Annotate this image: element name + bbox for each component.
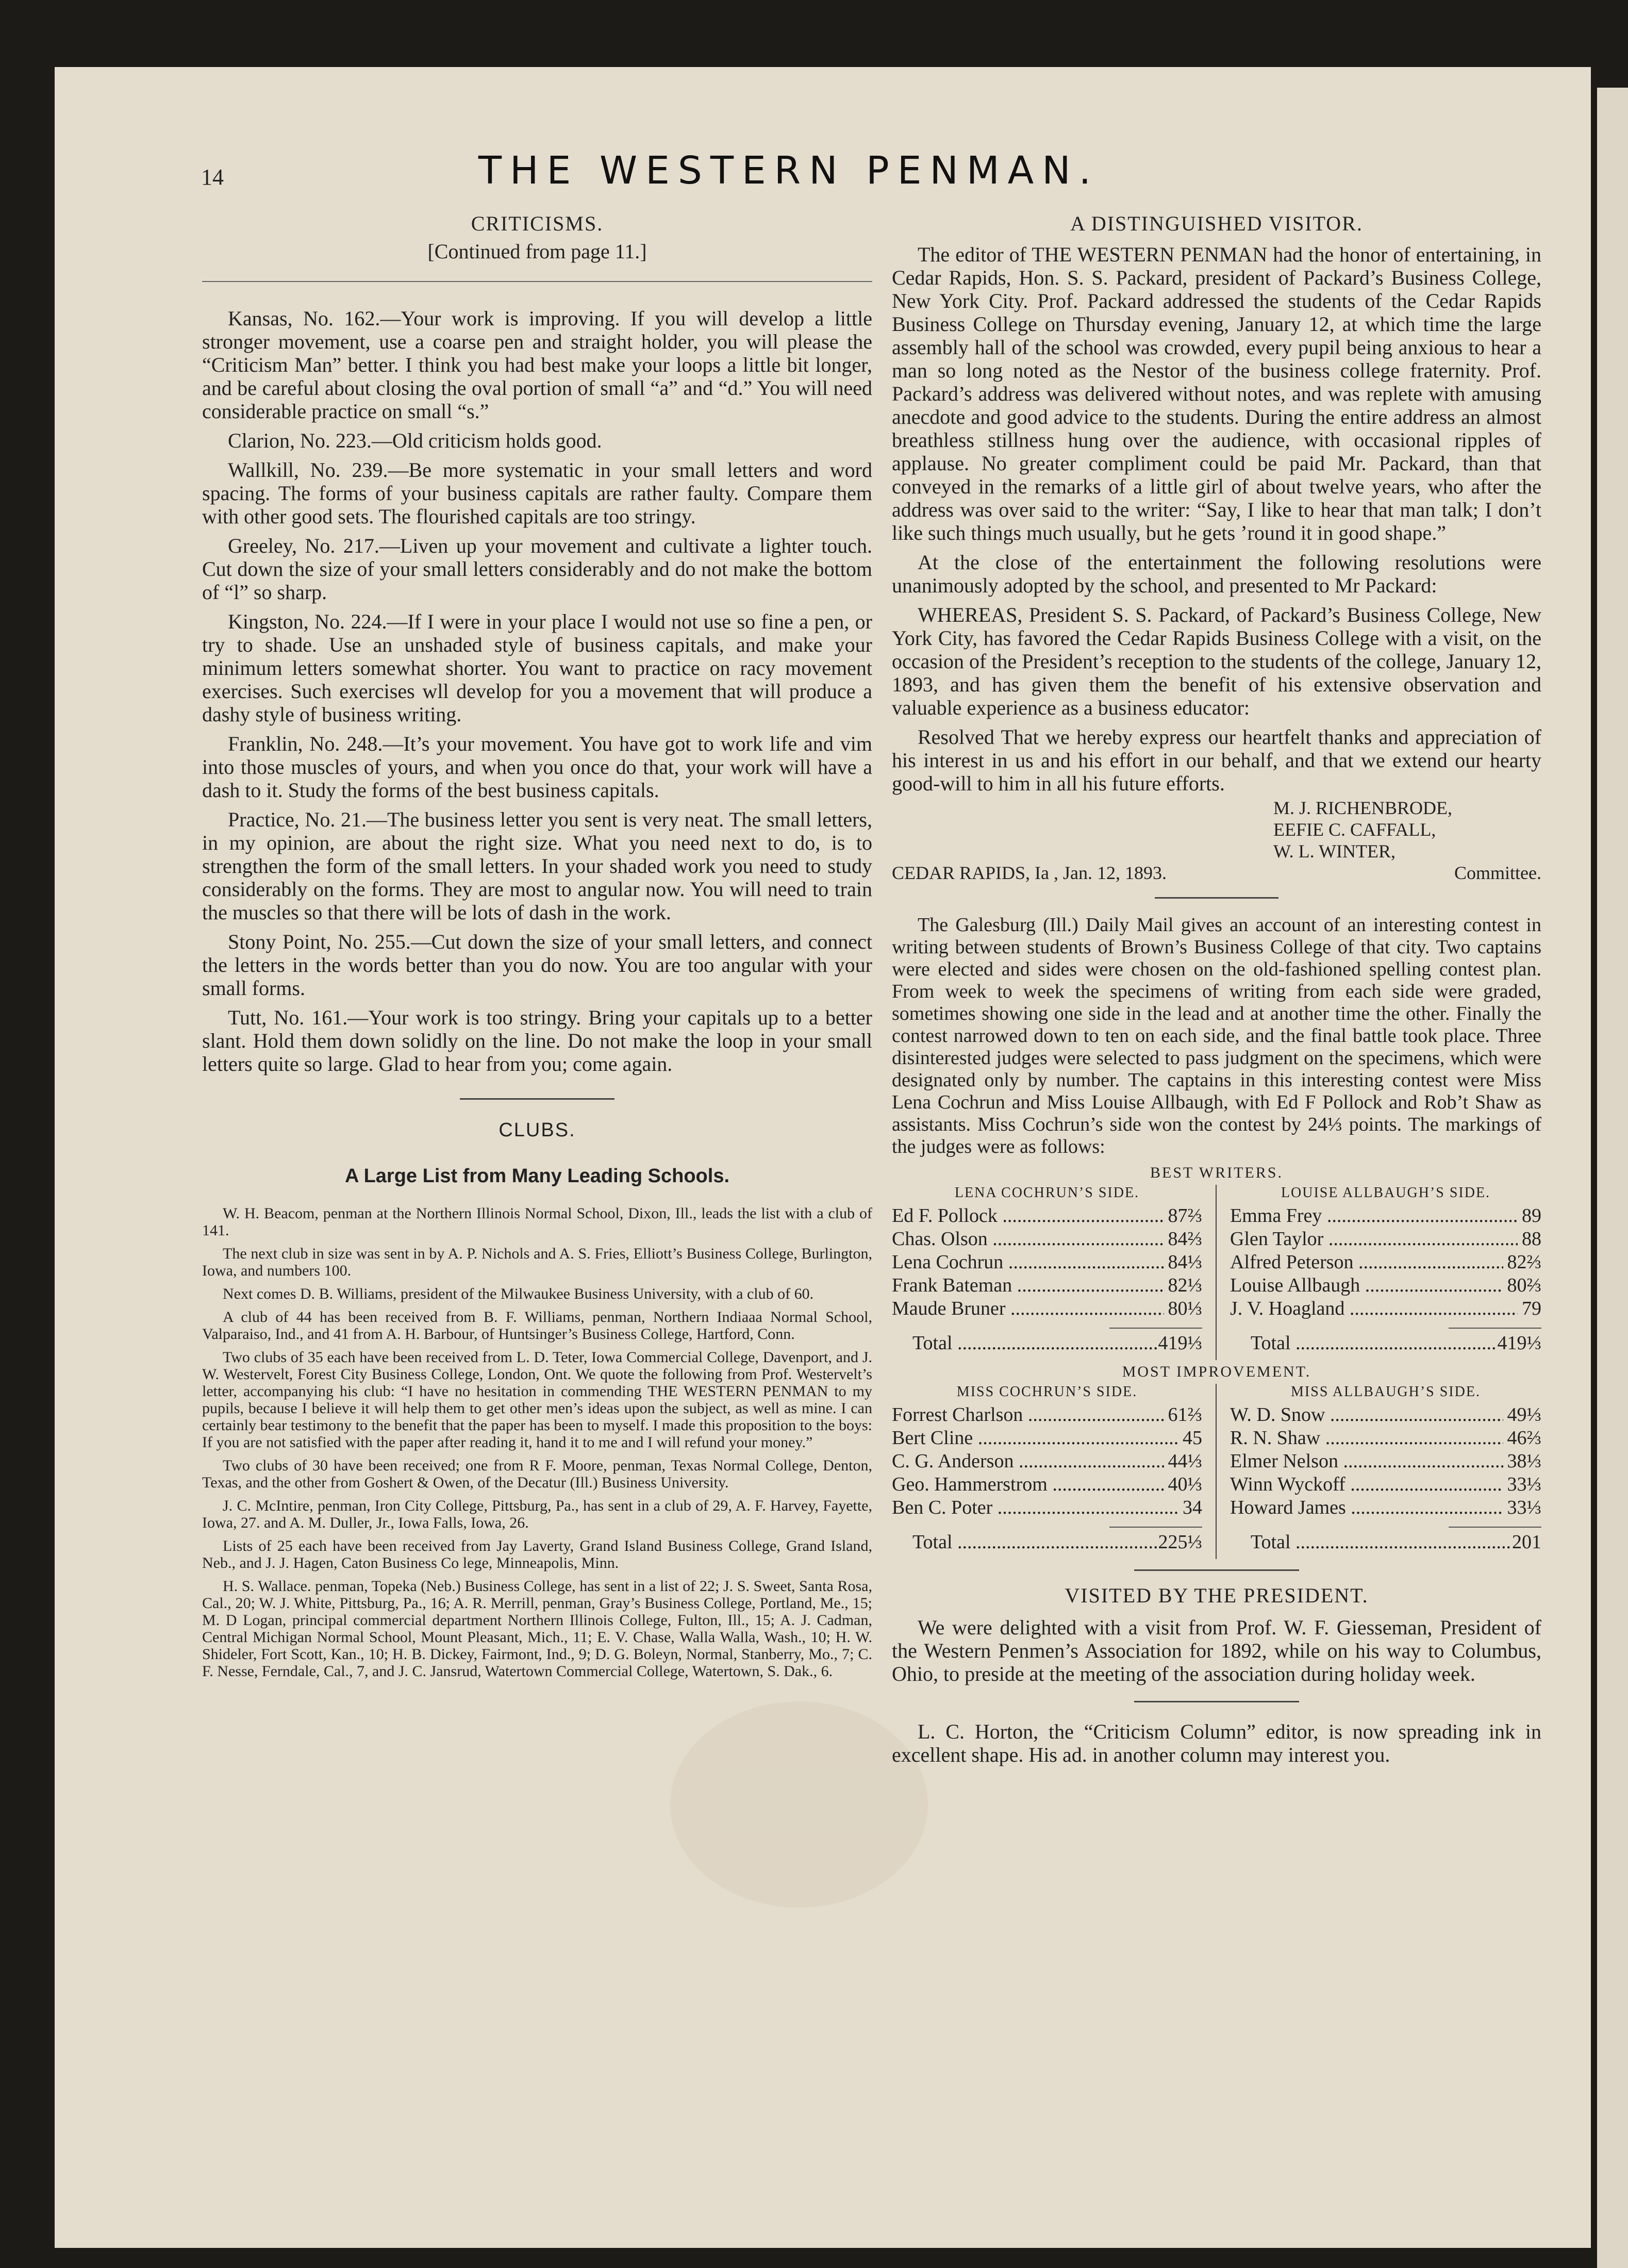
best-writers-table [892,1185,1541,1360]
score-row [892,1297,1202,1320]
total-row [892,1332,1202,1355]
signer-name: W. L. WINTER, [1273,841,1396,862]
side-heading: MISS ALLBAUGH’S SIDE. [1291,1384,1481,1400]
contestant-score: 87⅔ [1168,1205,1202,1227]
paper-stain [670,1701,928,1908]
contestant-score: 33⅓ [1507,1474,1541,1495]
criticisms-title: CRITICISMS. [471,212,604,235]
contestant-name: Glen Taylor ..... [1230,1228,1518,1251]
criticism-paragraph: Greeley, No. 217.—Liven up your movement and cultivate a lighter touch. Cut down the size of your small letters considerably and do not make the bottom of “l” so sharp. [202,534,872,604]
contestant-name: Bert Cline ..... [892,1427,1178,1450]
total-value: 419⅓ [1158,1332,1202,1354]
president-paragraph: We were delighted with a visit from Prof. W. F. Giesseman, President of the Western Penmen’s Association for 1892, while on his way to Columbus, Ohio, to preside at the meeting of the association during holiday week. [892,1616,1541,1685]
club-paragraph: H. S. Wallace. penman, Topeka (Neb.) Business College, has sent in a list of 22; J. S. Sweet, Santa Rosa, Cal., 20; W. J. White, Pittsburg, Pa., 16; A. R. Merrill, penman, Gray’s Business College, Portland, Me., 15; M. D Logan, principal commercial department Northern Illinois College, Fulton, Ill., 15; A. J. Cadman, Central Michigan Normal School, Mount Pleasant, Mich., 11; E. V. Chase, Walla Walla, Wash., 10; H. W. Shideler, Fort Scott, Kan., 10; H. B. Dickey, Fairmont, Ind., 9; D. G. Boleyn, Normal, Stanberry, Mo., 7; C. F. Nesse, Ferndale, Cal., 7, and J. C. Jansrud, Watertown Commercial College, Watertown, S. Dak., 6. [202,1578,872,1680]
score-row [892,1274,1202,1297]
club-paragraph: The next club in size was sent in by A. P. Nichols and A. S. Fries, Elliott’s Business College, Burlington, Iowa, and numbers 100. [202,1245,872,1279]
signer-name: M. J. RICHENBRODE, [1273,798,1453,818]
contestant-score: 49⅓ [1507,1404,1541,1426]
clubs-title: CLUBS. [499,1119,576,1141]
total-rule [1109,1328,1202,1329]
score-row [892,1251,1202,1274]
contestant-name: Frank Bateman ..... [892,1274,1164,1297]
contestant-score: 34 [1183,1497,1202,1518]
contestant-score: 33⅓ [1507,1497,1541,1518]
score-row [892,1403,1202,1427]
criticism-paragraph: Kansas, No. 162.—Your work is improving. If you will develop a little stronger movement, use a coarse pen and straight holder, you will please the “Criticism Man” better. I think you had best make your loops a little bit longer, and be careful about closing the oval portion of small “a” and “d.” You will need considerable practice on small “s.” [202,307,872,423]
contestant-name: Elmer Nelson ..... [1230,1450,1503,1473]
club-paragraph: Lists of 25 each have been received from Jay Laverty, Grand Island Business College, Grand Island, Neb., and J. J. Hagen, Caton Business Co lege, Minneapolis, Minn. [202,1537,872,1571]
total-value: 419⅓ [1497,1332,1541,1354]
right-column [892,211,1541,1773]
score-row [1230,1297,1541,1320]
total-rule [1449,1527,1541,1528]
score-row [892,1228,1202,1251]
most-improvement-table [892,1384,1541,1559]
contestant-score: 46⅔ [1507,1427,1541,1449]
galesburg-paragraph: The Galesburg (Ill.) Daily Mail gives an account of an interesting contest in writing between students of Brown’s Business College of that city. Two captains were elected and sides were chosen on the old-fashioned spelling contest plan. From week to week the specimens of writing from each side were graded, sometimes showing one side in the lead and at another time the other. Finally the contest narrowed down to ten on each side, and the final battle took place. Three disinterested judges were selected to pass judgment on the specimens, which were designated only by number. The captains in this interesting contest were Miss Lena Cochrun and Miss Louise Allbaugh, with Ed F Pollock and Rob’t Shaw as assistants. Miss Cochrun’s side won the contest by 24⅓ points. The markings of the judges were as follows: [892,914,1541,1157]
masthead: THE WESTERN PENMAN. [478,148,1100,193]
side-heading: LENA COCHRUN’S SIDE. [954,1185,1140,1201]
horton-paragraph: L. C. Horton, the “Criticism Column” editor, is now spreading ink in excellent shape. His ad. in another column may interest you. [892,1720,1541,1766]
contestant-name: Lena Cochrun ..... [892,1251,1164,1274]
place-date: CEDAR RAPIDS, Ia , Jan. 12, 1893. [892,863,1167,883]
total-rule [1109,1527,1202,1528]
criticism-paragraph: Wallkill, No. 239.—Be more systematic in your small letters and word spacing. The forms of your business capitals are rather faulty. Compare them with other good sets. The flourished capitals are too stringy. [202,458,872,528]
contestant-score: 45 [1183,1427,1202,1449]
contestant-score: 40⅓ [1168,1474,1202,1495]
visitor-paragraph: The editor of THE WESTERN PENMAN had the honor of entertaining, in Cedar Rapids, Hon. S. S. Packard, president of Packard’s Business College, New York City. Prof. Packard addressed the students of the Cedar Rapids Business College on Thursday evening, January 12, at which time the large assembly hall of the school was crowded, every pupil being anxious to hear a man so long noted as the Nestor of the business college fraternity. Prof. Packard’s address was delivered without notes, and was replete with amusing anecdote and good advice to the students. During the entire address an almost breathless stillness hung over the audience, with occasional ripples of applause. No greater compliment could be paid Mr. Packard, than that conveyed in the remarks of a little girl of about twelve years, who after the address was over said to the writer: “Say, I like to hear that man talk; I don’t like such things much usually, but he gets ’round it in good shape.” [892,243,1541,544]
contestant-score: 89 [1522,1205,1541,1227]
contestant-score: 61⅔ [1168,1404,1202,1426]
contestant-name: Maude Bruner ..... [892,1297,1164,1320]
club-paragraph: Two clubs of 35 each have been received from L. D. Teter, Iowa Commercial College, Davenport, and J. W. Westervelt, Forest City Business College, London, Ont. We quote the following from Prof. Westervelt’s letter, accompanying his club: “I have no hesitation in commending THE WESTERN PENMAN to my pupils, because I believe it will help them to get other men’s ideas upon the subject, as well as mine. I can certainly bear testimony to the benefit that the paper has been to myself. I made this proposition to the boys: If you are not satisfied with the paper after reading it, hand it to me and I will refund your money.” [202,1349,872,1451]
contestant-name: R. N. Shaw ..... [1230,1427,1503,1450]
total-label: Total ..... [892,1531,1158,1554]
signer-name: EEFIE C. CAFFALL, [1273,819,1436,840]
score-row [1230,1450,1541,1473]
divider-rule [1155,897,1278,899]
score-row [1230,1228,1541,1251]
contest-tables [892,1164,1541,1559]
contestant-name: Alfred Peterson ..... [1230,1251,1503,1274]
president-title: VISITED BY THE PRESIDENT. [1065,1584,1369,1607]
criticism-paragraph: Franklin, No. 248.—It’s your movement. You have got to work life and vim into those muscles of yours, and when you once do that, your work will have a dash to it. Study the forms of the best business capitals. [202,732,872,802]
contestant-score: 80⅔ [1507,1274,1541,1296]
signers [892,797,1541,862]
contestant-name: Emma Frey ..... [1230,1204,1518,1228]
score-row [1230,1251,1541,1274]
criticism-paragraph: Kingston, No. 224.—If I were in your place I would not use so fine a pen, or try to shade. Use an unshaded style of business capitals, and make your minimum letters somewhat shorter. You want to practice on racy movement exercises. Such exercises wll develop for you a movement that will produce a dashy style of business writing. [202,610,872,726]
club-paragraph: W. H. Beacom, penman at the Northern Illinois Normal School, Dixon, Ill., leads the list with a club of 141. [202,1205,872,1239]
club-paragraph: J. C. McIntire, penman, Iron City College, Pittsburg, Pa., has sent in a club of 29, A. F. Harvey, Fayette, Iowa, 27. and A. M. Duller, Jr., Iowa Falls, Iowa, 26. [202,1497,872,1531]
contestant-score: 79 [1522,1298,1541,1319]
total-row [1230,1332,1541,1355]
total-label: Total ..... [892,1332,1158,1355]
score-row [892,1496,1202,1519]
criticism-paragraph: Stony Point, No. 255.—Cut down the size of your small letters, and connect the letters in the words better than you do now. You are too angular with your small forms. [202,930,872,1000]
contestant-name: Howard James ..... [1230,1496,1503,1519]
contestant-name: Chas. Olson ..... [892,1228,1164,1251]
score-row [1230,1274,1541,1297]
contestant-name: Louise Allbaugh ..... [1230,1274,1503,1297]
contestant-name: Ben C. Poter ..... [892,1496,1178,1519]
contestant-score: 84⅓ [1168,1251,1202,1273]
total-value: 201 [1512,1531,1541,1553]
divider-rule [1134,1569,1299,1571]
contestant-name: Winn Wyckoff ..... [1230,1473,1503,1496]
criticism-paragraph: Tutt, No. 161.—Your work is too stringy. Bring your capitals up to a better slant. Hold them down solidly on the line. Do not make the loop in your small letters quite so large. Glad to hear from you; come again. [202,1006,872,1075]
club-paragraph: Next comes D. B. Williams, president of the Milwaukee Business University, with a club of 60. [223,1285,814,1302]
criticisms-body [202,307,872,1075]
side-heading: MISS COCHRUN’S SIDE. [956,1384,1138,1400]
visitor-paragraph: At the close of the entertainment the following resolutions were unanimously adopted by the school, and presented to Mr Packard: [892,551,1541,597]
section-rule [202,281,872,282]
side-heading: LOUISE ALLBAUGH’S SIDE. [1281,1185,1491,1201]
criticisms-continued: [Continued from page 11.] [427,240,647,263]
visitor-paragraph: WHEREAS, President S. S. Packard, of Packard’s Business College, New York City, has favored the Cedar Rapids Business College with a visit, on the occasion of the President’s reception to the students of the college, January 12, 1893, and has given them the benefit of his extensive observation and valuable experience as a business educator: [892,603,1541,719]
score-row [892,1204,1202,1228]
score-row [892,1427,1202,1450]
score-row [1230,1496,1541,1519]
score-row [1230,1427,1541,1450]
score-row [1230,1204,1541,1228]
total-row [892,1531,1202,1554]
contestant-score: 38⅓ [1507,1450,1541,1472]
contestant-name: Forrest Charlson ..... [892,1403,1164,1427]
total-row [1230,1531,1541,1554]
club-paragraph: Two clubs of 30 have been received; one from R F. Moore, penman, Texas Normal College, Denton, Texas, and the other from Goshert & Owen, of the Decatur (Ill.) Business University. [202,1457,872,1491]
left-column [202,211,872,1686]
contestant-score: 84⅔ [1168,1228,1202,1250]
club-paragraph: A club of 44 has been received from B. F. Williams, penman, Northern Indiaaa Normal School, Valparaiso, Ind., and 41 from A. H. Barbour, of Huntsinger’s Business College, Hartford, Conn. [202,1309,872,1343]
signature-line [892,862,1541,884]
divider-rule [1134,1701,1299,1702]
contestant-score: 82⅔ [1507,1251,1541,1273]
contestant-name: J. V. Hoagland ..... [1230,1297,1518,1320]
total-label: Total ..... [1230,1531,1512,1554]
contestant-name: C. G. Anderson ..... [892,1450,1164,1473]
contestant-name: Geo. Hammerstrom ..... [892,1473,1164,1496]
contestant-name: W. D. Snow ..... [1230,1403,1503,1427]
clubs-body [202,1205,872,1680]
divider-rule [460,1098,614,1100]
total-label: Total ..... [1230,1332,1498,1355]
visitor-title: A DISTINGUISHED VISITOR. [1070,212,1363,235]
facing-page-edge [1597,88,1628,2268]
contestant-name: Ed F. Pollock ..... [892,1204,1164,1228]
clubs-subtitle: A Large List from Many Leading Schools. [344,1165,730,1187]
most-improvement-title: MOST IMPROVEMENT. [1122,1363,1311,1380]
resolution-paragraph: Resolved That we hereby express our heartfelt thanks and appreciation of his interest in us and his effort in our behalf, and that we extend our hearty good-will to him in all his future efforts. [892,725,1541,795]
best-writers-title: BEST WRITERS. [1150,1164,1283,1181]
contestant-score: 80⅓ [1168,1298,1202,1319]
best-writers-right [1217,1185,1541,1360]
contestant-score: 44⅓ [1168,1450,1202,1472]
most-improvement-right [1217,1384,1541,1559]
criticism-paragraph: Practice, No. 21.—The business letter you sent is very neat. The small letters, in my opinion, are about the right size. What you need next to do, is to strengthen the form of the small letters. In your shaded work you need to study considerably on the forms. They are most to angular now. You will need to train the muscles so that there will be lots of dash in the work. [202,808,872,924]
score-row [1230,1403,1541,1427]
score-row [892,1473,1202,1496]
most-improvement-left [892,1384,1217,1559]
total-rule [1449,1328,1541,1329]
score-row [1230,1473,1541,1496]
total-value: 225⅓ [1158,1531,1202,1553]
score-row [892,1450,1202,1473]
contestant-score: 82⅓ [1168,1274,1202,1296]
contestant-score: 88 [1522,1228,1541,1250]
committee-label: Committee. [1454,863,1541,883]
page-number: 14 [201,164,224,190]
criticism-paragraph: Clarion, No. 223.—Old criticism holds good. [228,429,602,452]
best-writers-left [892,1185,1217,1360]
